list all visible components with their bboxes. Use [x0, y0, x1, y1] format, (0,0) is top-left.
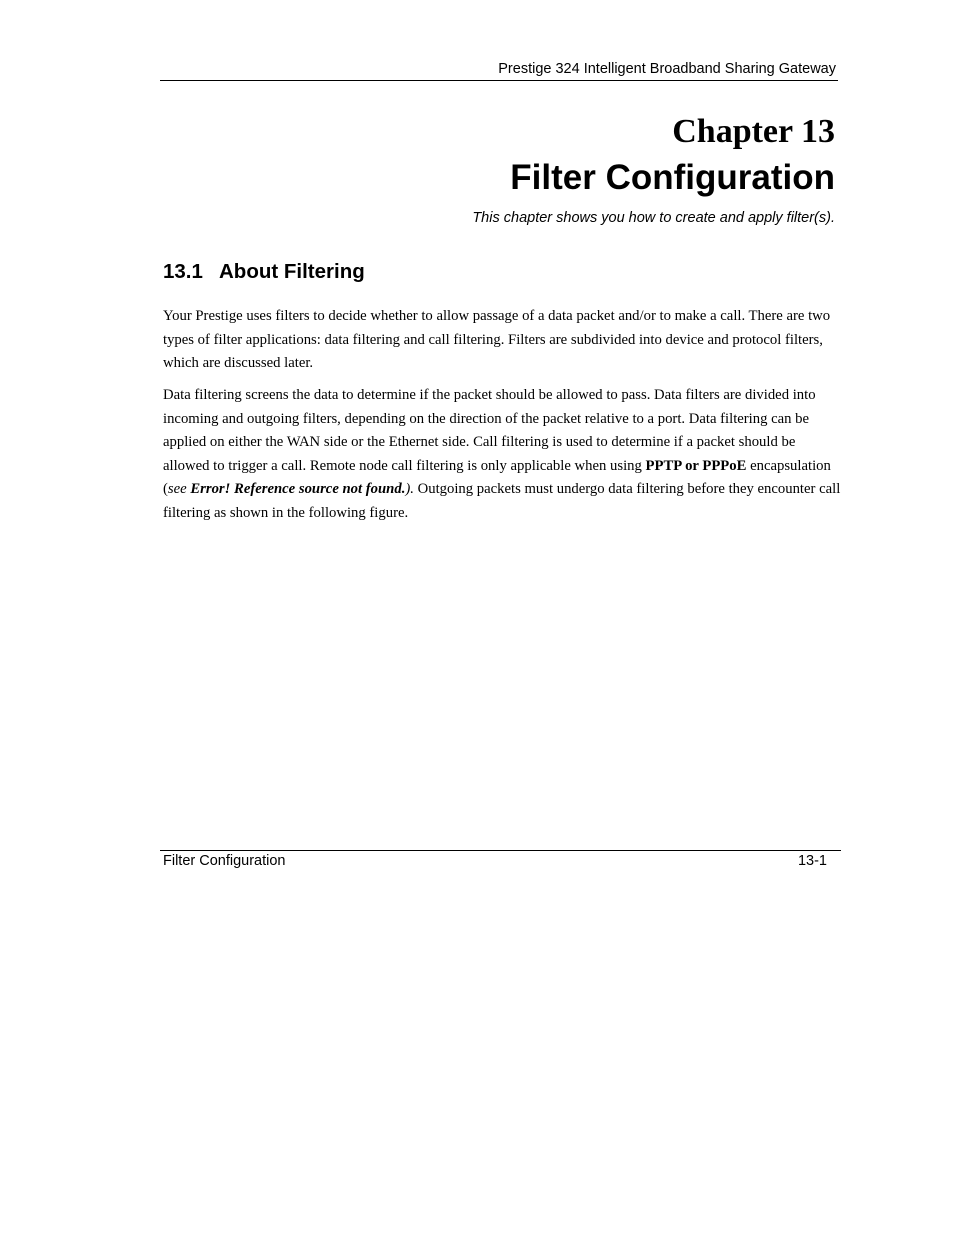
header-rule [160, 80, 838, 81]
paragraph-text: Outgoing packets must undergo data filtering before they encounter call filtering as shown in the following figure. [163, 481, 841, 521]
section-number: 13.1 [163, 260, 203, 283]
bold-term: PPTP or PPPoE [645, 457, 747, 474]
chapter-title: Filter Configuration [510, 158, 835, 197]
page-number: 13-1 [797, 853, 827, 869]
footer-chapter-name: Filter Configuration [163, 853, 286, 869]
paragraph-intro: Your Prestige uses filters to decide whether to allow passage of a data packet and/or to make a call. There are two types of filter applications: data filtering and call filtering. Filters are subdivided into device and protocol filters, which are discussed later. [163, 308, 831, 372]
cross-reference-error: Error! Reference source not found. [190, 481, 406, 498]
paragraph-text: Data filtering screens the data to determine if the packet should be allowed to pass. Data filters are divided into incoming and outgoing filters, depending on the direction of the packet relative to a port. Data filtering can be applied on either the WAN side or the Ethernet side. Call filtering is used to determine if a packet should be allowed to trigger a call. Remote node call filtering is only applicable when using [163, 387, 816, 474]
section-heading [163, 258, 365, 286]
running-title: Prestige 324 Intelligent Broadband Sharing Gateway [498, 61, 836, 77]
see-text: see [167, 481, 191, 498]
closing-paren: ). [405, 481, 414, 498]
chapter-intro: This chapter shows you how to create and apply filter(s). [472, 210, 835, 226]
chapter-number: Chapter 13 [672, 113, 835, 150]
footer-rule [160, 850, 841, 851]
paragraph-text: encapsulation ( [163, 457, 831, 498]
section-title: About Filtering [219, 260, 365, 283]
paragraph-data-filtering [163, 384, 843, 526]
